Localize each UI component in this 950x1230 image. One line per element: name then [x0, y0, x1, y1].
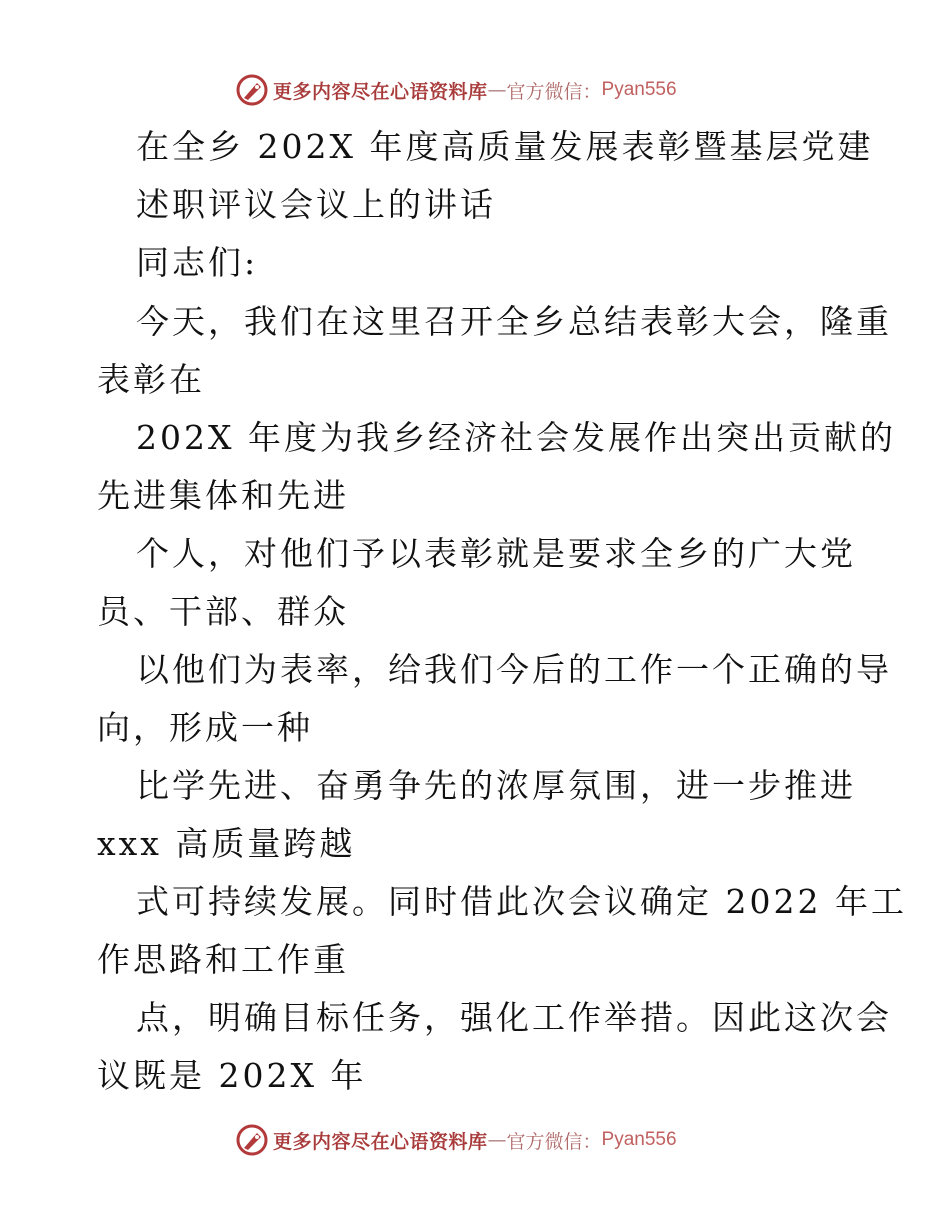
paragraph-line: 员、干部、群众	[97, 592, 349, 631]
header-banner	[235, 72, 677, 108]
paragraph-line: 先进集体和先进	[97, 476, 349, 515]
banner-separator: —	[487, 79, 507, 101]
banner-text: 更多内容尽在心语资料库	[273, 80, 488, 103]
document-title-line-1: 在全乡 202X 年度高质量发展表彰暨基层党建	[136, 127, 874, 166]
paragraph-line: xxx 高质量跨越	[97, 824, 356, 863]
pen-nib-logo-icon	[235, 1123, 269, 1157]
document-title-line-2: 述职评议会议上的讲话	[136, 185, 496, 224]
paragraph-line: 比学先进、奋勇争先的浓厚氛围，进一步推进	[136, 766, 856, 805]
footer-banner	[235, 1122, 677, 1158]
paragraph-line: 表彰在	[97, 360, 205, 399]
paragraph-line: 202X 年度为我乡经济社会发展作出突出贡献的	[136, 418, 896, 457]
paragraph-line: 个人，对他们予以表彰就是要求全乡的广大党	[136, 534, 856, 573]
banner-wechat-id: Pyan556	[601, 1129, 677, 1150]
banner-text: 更多内容尽在心语资料库	[273, 1130, 488, 1153]
banner-wechat-id: Pyan556	[601, 79, 677, 100]
paragraph-line: 作思路和工作重	[97, 940, 349, 979]
salutation: 同志们:	[136, 243, 259, 282]
banner-wechat-label: 官方微信：	[506, 1130, 602, 1153]
banner-separator: —	[487, 1129, 507, 1151]
paragraph-line: 式可持续发展。同时借此次会议确定 2022 年工	[136, 882, 907, 921]
paragraph-line: 点，明确目标任务，强化工作举措。因此这次会	[136, 998, 892, 1037]
pen-nib-logo-icon	[235, 73, 269, 107]
paragraph-line: 向，形成一种	[97, 708, 313, 747]
paragraph-line: 今天，我们在这里召开全乡总结表彰大会，隆重	[136, 302, 892, 341]
paragraph-line: 议既是 202X 年	[97, 1056, 367, 1095]
paragraph-line: 以他们为表率，给我们今后的工作一个正确的导	[136, 650, 892, 689]
banner-wechat-label: 官方微信：	[506, 80, 602, 103]
